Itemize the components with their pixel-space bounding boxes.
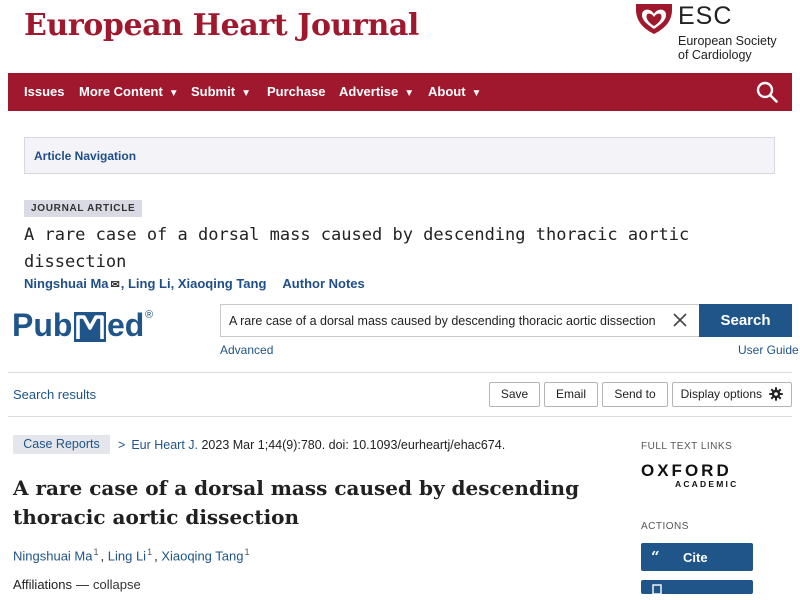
nav-item-label: Issues	[24, 84, 65, 99]
collections-button[interactable]	[641, 580, 753, 594]
advanced-search-link[interactable]: Advanced	[220, 343, 274, 357]
divider	[8, 372, 792, 373]
button-label: Display options	[680, 387, 763, 401]
author-link[interactable]: Ling Li	[107, 548, 147, 564]
article-navigation-toggle[interactable]	[24, 137, 775, 174]
quote-icon: “	[651, 548, 660, 566]
user-guide-link[interactable]: User Guide	[738, 343, 799, 357]
search-input[interactable]	[229, 305, 659, 336]
esc-name-line1: European Society	[678, 34, 777, 48]
search-icon[interactable]	[756, 81, 778, 103]
ehj-main-nav	[8, 73, 792, 111]
citation-line	[118, 438, 505, 452]
email-button[interactable]	[544, 382, 598, 407]
nav-issues[interactable]	[24, 73, 64, 111]
search-results-link[interactable]: Search results	[13, 387, 97, 402]
display-options-button[interactable]	[672, 382, 792, 407]
affiliations-label: Affiliations	[13, 577, 73, 592]
article-title: A rare case of a dorsal mass caused by descending thoracic aortic dissection	[24, 225, 690, 272]
nav-advertise[interactable]	[339, 73, 414, 111]
cite-label: Cite	[683, 550, 708, 565]
esc-logo[interactable]	[636, 2, 786, 64]
esc-acronym: ESC	[678, 2, 733, 30]
article-type-badge: JOURNAL ARTICLE	[24, 200, 142, 217]
send-to-button[interactable]	[602, 382, 668, 407]
save-button[interactable]	[489, 382, 540, 407]
button-label: Send to	[614, 387, 656, 401]
esc-name-line2: of Cardiology	[678, 48, 752, 62]
caret-down-icon: ▼	[168, 88, 179, 99]
search-box	[220, 304, 699, 337]
oxford-logo-line2: ACADEMIC	[675, 479, 739, 489]
article-navigation-label: Article Navigation	[34, 149, 137, 163]
close-icon[interactable]	[671, 311, 689, 329]
nav-submit[interactable]	[191, 73, 251, 111]
search-button[interactable]: Search	[699, 304, 792, 337]
author-link[interactable]: Xiaoqing Tang	[177, 276, 267, 291]
affiliation-number[interactable]: 1	[147, 547, 153, 557]
oxford-logo-line1: OXFORD	[641, 461, 732, 480]
bookmark-icon	[652, 584, 662, 594]
author-link[interactable]: Ningshuai Ma	[24, 276, 109, 291]
caret-down-icon: ▼	[471, 88, 482, 99]
divider	[8, 416, 792, 417]
nav-item-label: Submit	[191, 84, 236, 99]
button-label: Save	[500, 387, 529, 401]
journal-link[interactable]: Eur Heart J.	[131, 438, 198, 452]
author-list	[13, 547, 252, 563]
pubmed-logo-text-ed: ed	[107, 307, 145, 343]
button-label: Email	[555, 387, 586, 401]
author-notes-link[interactable]: Author Notes	[282, 276, 365, 291]
chevron-right-icon[interactable]: >	[118, 438, 126, 452]
caret-down-icon: ▼	[404, 88, 415, 99]
publication-type-badge[interactable]: Case Reports	[13, 435, 110, 454]
journal-title[interactable]: European Heart Journal	[24, 8, 419, 43]
nav-item-label: Advertise	[339, 84, 399, 99]
ehj-header	[0, 0, 800, 72]
author-link[interactable]: Ling Li	[127, 276, 171, 291]
heart-icon	[636, 4, 672, 34]
citation-details: 2023 Mar 1;44(9):780. doi: 10.1093/eurheartj/ehac674.	[201, 438, 506, 452]
oxford-academic-logo[interactable]	[641, 462, 741, 490]
author-separator: ,	[120, 276, 128, 291]
nav-more-content[interactable]	[79, 73, 179, 111]
pubmed-logo[interactable]	[12, 304, 162, 350]
author-link[interactable]: Ningshuai Ma	[13, 548, 93, 564]
caret-down-icon: ▼	[241, 88, 251, 99]
author-separator: ,	[170, 276, 178, 291]
pubmed-logo-text-pub: Pub	[12, 307, 73, 343]
affiliations-collapse-toggle[interactable]: collapse	[93, 577, 141, 592]
author-separator: ,	[100, 548, 108, 564]
mail-icon[interactable]: ✉	[110, 279, 120, 291]
author-separator: ,	[154, 548, 162, 564]
actions-heading: ACTIONS	[641, 521, 689, 532]
page-title: A rare case of a dorsal mass caused by descending thoracic aortic dissection	[13, 476, 580, 529]
minus-icon: —	[76, 577, 90, 592]
gear-icon	[769, 387, 783, 401]
cite-button[interactable]	[641, 543, 753, 571]
author-list	[24, 276, 365, 291]
nav-item-label: About	[428, 84, 466, 99]
nav-purchase[interactable]	[267, 73, 326, 111]
nav-item-label: Purchase	[267, 84, 326, 99]
affiliation-number[interactable]: 1	[93, 547, 99, 557]
affiliation-number[interactable]: 1	[244, 547, 250, 557]
nav-about[interactable]	[428, 73, 481, 111]
affiliations-row	[13, 577, 141, 592]
nav-item-label: More Content	[79, 84, 163, 99]
author-link[interactable]: Xiaoqing Tang	[161, 548, 244, 564]
full-text-links-heading: FULL TEXT LINKS	[641, 441, 733, 452]
registered-mark: ®	[145, 309, 154, 321]
